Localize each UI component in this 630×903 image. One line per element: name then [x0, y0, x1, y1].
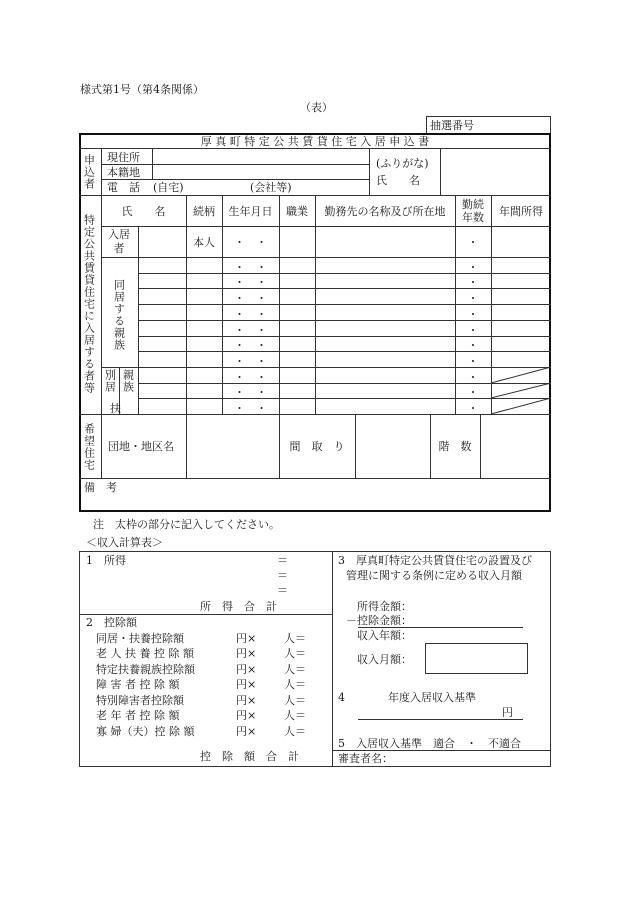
current-address-label: 現住所	[107, 151, 140, 164]
year-dot: ・	[467, 261, 479, 274]
monthly-income-title: 3 厚真町特定公共賃貸住宅の設置及び	[338, 554, 532, 567]
year-dot: ・	[467, 308, 479, 321]
income-eq: ＝	[277, 569, 288, 582]
name-label: 氏 名	[376, 174, 420, 187]
furigana-label: (ふりがな)	[376, 157, 429, 170]
year-dot: ・	[467, 276, 479, 289]
deduction-section-title: 2 控除額	[86, 616, 137, 629]
income-eq: ＝	[277, 554, 288, 567]
date-dots: ・ ・	[234, 292, 267, 305]
floor-plan-field[interactable]	[356, 415, 430, 477]
year-dot: ・	[467, 324, 479, 337]
deduction-amount-label: －控除金額：	[346, 614, 412, 627]
separate-label-left: 別居	[103, 369, 117, 393]
separate-label-right: 親族	[121, 369, 135, 393]
col-occupation: 職業	[286, 205, 308, 218]
year-dot: ・	[467, 236, 479, 249]
deduction-yen: 円×	[236, 663, 257, 676]
year-dot: ・	[467, 402, 479, 415]
applicant-section-label: 申込者	[82, 154, 96, 190]
phone-office-label: (会社等)	[250, 181, 292, 194]
col-annual-income: 年間所得	[499, 205, 543, 218]
floor-plan-label: 間 取 り	[289, 440, 345, 453]
standard-yen: 円	[502, 706, 513, 719]
year-dot: ・	[467, 339, 479, 352]
floors-label: 階 数	[438, 440, 472, 453]
year-dot: ・	[467, 292, 479, 305]
deduction-yen: 円×	[236, 725, 257, 738]
domicile-label: 本籍地	[107, 166, 140, 179]
deduction-item: 特定扶養親族控除額	[96, 663, 195, 676]
cohabiting-family-label: 同居する親族	[112, 279, 126, 351]
col-years-employed: 勤続年数	[462, 198, 484, 225]
standard-title: 年度入居収入基準	[388, 691, 476, 704]
date-dots: ・ ・	[234, 355, 267, 368]
current-address-field[interactable]	[153, 149, 368, 164]
phone-label: 電 話	[107, 181, 140, 194]
deduction-item: 障 害 者 控 除 額	[96, 678, 180, 691]
deduction-item: 老 人 扶 養 控 除 額	[96, 647, 194, 660]
standard-section-num: 4	[338, 691, 345, 704]
deduction-total-label: 控 除 額 合 計	[200, 750, 299, 763]
deduction-persons: 人＝	[284, 725, 306, 738]
estate-name-label: 団地・地区名	[108, 440, 174, 453]
date-dots: ・ ・	[234, 386, 267, 399]
lottery-number-label: 抽選番号	[430, 119, 474, 132]
monthly-income-title-2: 管理に関する条例に定める収入月額	[346, 569, 522, 582]
deduction-yen: 円×	[236, 678, 257, 691]
occupant-relation: 本人	[193, 236, 215, 249]
income-amount-label: 所得金額：	[357, 600, 412, 613]
occupant-label: 入居者	[108, 228, 130, 255]
date-dots: ・ ・	[234, 371, 267, 384]
col-birthdate: 生年月日	[228, 205, 273, 218]
fill-in-note: 注 太枠の部分に記入してください。	[93, 518, 280, 531]
phone-home-label: (自宅)	[153, 181, 184, 194]
deduction-yen: 円×	[236, 694, 257, 707]
col-relation: 続柄	[193, 205, 215, 218]
income-total-label: 所 得 合 計	[200, 600, 277, 613]
deduction-persons: 人＝	[284, 709, 306, 722]
date-dots: ・ ・	[234, 402, 267, 415]
form-title: 厚 真 町 特 定 公 共 賃 貸 住 宅 入 居 申 込 書	[200, 135, 430, 148]
residents-section-label: 特定公共賃貸住宅に入居する者等	[82, 214, 96, 394]
deduction-item: 寡 婦（夫）控 除 額	[96, 725, 195, 738]
form-number: 様式第1号（第4条関係）	[80, 83, 204, 96]
monthly-income-box[interactable]	[425, 643, 528, 674]
eligibility-result: 5 入居収入基準 適合 ・ 不適合	[338, 737, 521, 750]
front-side-label: （表）	[300, 101, 333, 114]
deduction-persons: 人＝	[284, 632, 306, 645]
col-name: 氏 名	[121, 205, 166, 218]
standard-underline	[358, 719, 523, 720]
date-dots: ・ ・	[234, 276, 267, 289]
date-dots: ・ ・	[234, 236, 267, 249]
floors-field[interactable]	[481, 415, 550, 477]
applicant-name-field[interactable]	[441, 149, 550, 195]
examiner-label: 審査者名：	[338, 752, 393, 765]
deduction-amount-underline	[358, 627, 523, 628]
deduction-yen: 円×	[236, 709, 257, 722]
deduction-persons: 人＝	[284, 647, 306, 660]
estate-name-field[interactable]	[187, 415, 279, 477]
deduction-persons: 人＝	[284, 694, 306, 707]
year-dot: ・	[467, 355, 479, 368]
year-dot: ・	[467, 386, 479, 399]
income-section-title: 1 所得	[86, 554, 126, 567]
col-workplace: 勤務先の名称及び所在地	[324, 205, 446, 218]
deduction-yen: 円×	[236, 647, 257, 660]
deduction-item: 同居・扶養控除額	[96, 632, 184, 645]
deduction-yen: 円×	[236, 632, 257, 645]
annual-income-strike	[491, 367, 551, 414]
dependent-label-a: 扶	[110, 402, 121, 415]
income-eq: ＝	[277, 584, 288, 597]
year-dot: ・	[467, 371, 479, 384]
domicile-field[interactable]	[153, 165, 368, 179]
deduction-persons: 人＝	[284, 663, 306, 676]
deduction-item: 特別障害者控除額	[96, 694, 184, 707]
date-dots: ・ ・	[234, 308, 267, 321]
annual-income-label: 収入年額：	[357, 629, 412, 642]
date-dots: ・ ・	[234, 324, 267, 337]
date-dots: ・ ・	[234, 261, 267, 274]
deduction-persons: 人＝	[284, 678, 306, 691]
monthly-income-label: 収入月額：	[357, 653, 412, 666]
deduction-item: 老 年 者 控 除 額	[96, 709, 180, 722]
remarks-field[interactable]	[80, 479, 550, 510]
income-calc-heading: ＜収入計算表＞	[86, 536, 163, 549]
date-dots: ・ ・	[234, 339, 267, 352]
desired-housing-label: 希望住宅	[82, 423, 96, 471]
remarks-label: 備 考	[84, 481, 117, 494]
